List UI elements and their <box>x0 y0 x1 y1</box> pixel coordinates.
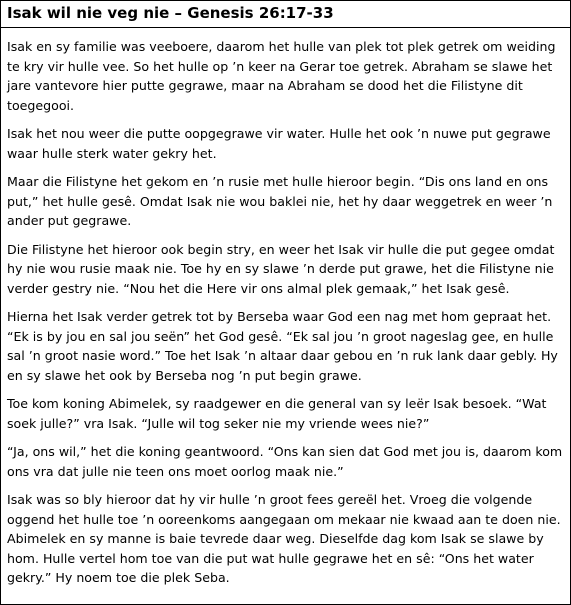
paragraph-4: Die Filistyne het hieroor ook begin stry, en weer het Isak vir hulle die put gegee omdat hy nie wou rusie maak nie. Toe hy en sy slawe ’n derde put grawe, het die Filistyne nie verder gestry nie. “Nou het die Here vir ons almal plek gemaak,” het Isak gesê. <box>7 241 555 296</box>
paragraph-8: Isak was so bly hieroor dat hy vir hulle ’n groot fees gereël het. Vroeg die volgende oggend het hulle toe ’n ooreenkoms aangegaan om mekaar nie kwaad aan te doen nie. Abimelek en sy manne is baie tevrede daar weg. Dieselfde dag kom Isak se slawe by hom. Hulle vertel hom toe van die put wat hulle gegrawe het en sê: “Ons het water gekry.” Hy noem toe die plek Seba. <box>7 492 561 585</box>
paragraph-6: Toe kom koning Abimelek, sy raadgewer en die general van sy leër Isak besoek. “Wat soek julle?” vra Isak. “Julle wil tog seker nie my vriende wees nie?” <box>7 396 547 431</box>
title-box <box>1 1 570 28</box>
paragraph-7: “Ja, ons wil,” het die koning geantwoord. “Ons kan sien dat God met jou is, daarom kom ons vra dat julle nie teen ons moet oorlog maak nie.” <box>7 444 563 479</box>
paragraph-1: Isak en sy familie was veeboere, daarom het hulle van plek tot plek getrek om weiding te kry vir hulle vee. So het hulle op ’n keer na Gerar toe getrek. Abraham se slawe het jare vantevore hier putte gegrawe, maar na Abraham se dood het die Filistyne dit toegegooi. <box>7 39 556 113</box>
paragraph-3: Maar die Filistyne het gekom en ’n rusie met hulle hieroor begin. “Dis ons land en ons put,” het hulle gesê. Omdat Isak nie wou baklei nie, het hy daar weggetrek en weer ’n ander put gegrawe. <box>7 174 553 228</box>
story-body <box>1 28 570 588</box>
paragraph-2: Isak het nou weer die putte oopgegrawe vir water. Hulle het ook ’n nuwe put gegrawe waar hulle sterk water gekry het. <box>7 126 551 161</box>
paragraph-5: Hierna het Isak verder getrek tot by Berseba waar God een nag met hom gepraat het. “Ek is by jou en sal jou seën” het God gesê. “Ek sal jou ’n groot nageslag gee, en hulle sal ’n groot nasie word.” Toe het Isak ’n altaar daar gebou en ’n ruk lank daar gebly. Hy en sy slawe het ook by Berseba nog ’n put begin grawe. <box>7 309 558 383</box>
document-title: Isak wil nie veg nie – Genesis 26:17-33 <box>7 4 334 22</box>
